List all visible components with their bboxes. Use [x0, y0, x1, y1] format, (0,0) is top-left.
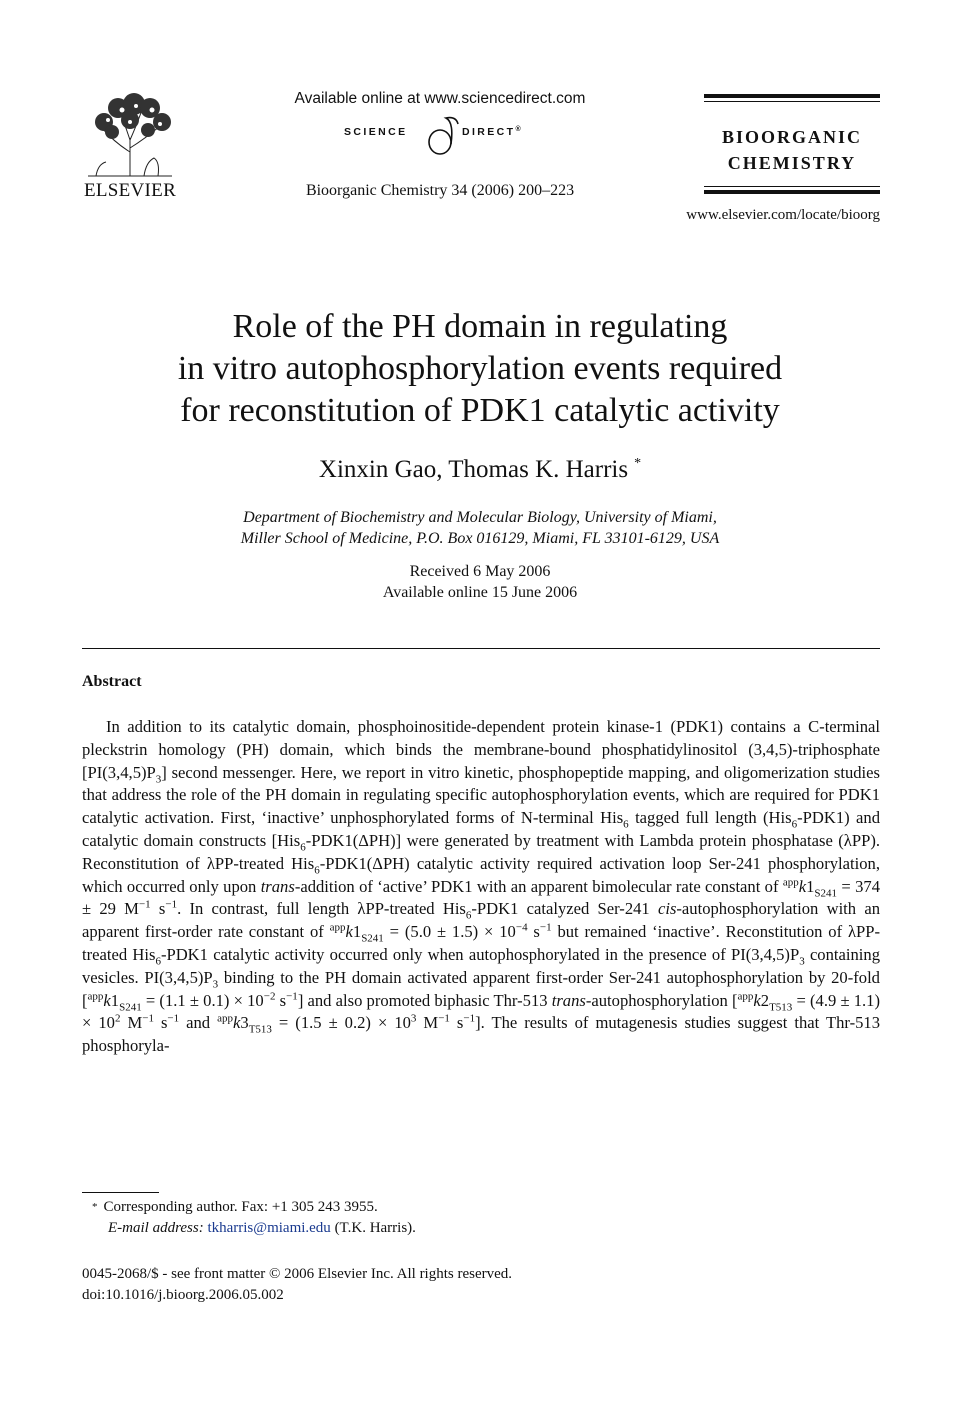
journal-rule: [704, 186, 880, 187]
journal-rule: [704, 190, 880, 194]
abstract-rule: [82, 648, 880, 649]
journal-reference: Bioorganic Chemistry 34 (2006) 200–223: [305, 182, 575, 199]
elsevier-tree-icon: [84, 92, 176, 178]
corresponding-author: * Corresponding author. Fax: +1 305 243 3955.: [92, 1199, 378, 1215]
journal-rule: [704, 94, 880, 98]
article-dates: [80, 561, 880, 603]
available-online-text: Available online at www.sciencedirect.com: [294, 90, 586, 107]
journal-name: BIOORGANIC CHEMISTRY: [721, 127, 862, 173]
publisher-name: ELSEVIER: [83, 180, 177, 201]
copyright-block: [82, 1264, 782, 1306]
abstract-heading: Abstract: [82, 673, 142, 690]
sciencedirect-d-icon: [424, 114, 462, 158]
received-date: Received 6 May 2006: [409, 563, 551, 580]
sciencedirect-right-text: DIRECT®: [462, 126, 521, 138]
issn-line: 0045-2068/$ - see front matter © 2006 Elsevier Inc. All rights reserved.: [82, 1266, 513, 1282]
sciencedirect-logo: [330, 114, 550, 158]
journal-url[interactable]: www.elsevier.com/locate/bioorg: [686, 207, 880, 223]
doi-line: doi:10.1016/j.bioorg.2006.05.002: [82, 1287, 284, 1303]
journal-rule: [704, 101, 880, 102]
article-title: Role of the PH domain in regulating in vitro autophosphorylation events required for reconstitution of PDK1 catalytic activity: [177, 308, 783, 429]
footnote: [92, 1197, 792, 1239]
sciencedirect-left-text: SCIENCE: [344, 126, 408, 138]
authors: Xinxin Gao, Thomas K. Harris *: [318, 456, 642, 483]
email-line: E-mail address: tkharris@miami.edu (T.K. Harris).: [108, 1220, 416, 1236]
footnote-rule: [82, 1192, 159, 1193]
email-link[interactable]: tkharris@miami.edu: [207, 1220, 331, 1236]
affiliation: Department of Biochemistry and Molecular Biology, University of Miami, Miller School of Medicine, P.O. Box 016129, Miami, FL 33101-6129, USA: [240, 509, 720, 547]
abstract-body: In addition to its catalytic domain, phosphoinositide-dependent protein kinase-1 (PDK1) contains a C-terminal pleckstrin homology (PH) domain, which binds the membrane-bound phosphatidylinositol (3,4,5)-triphosphate $[PI(3,4,5)P_3]$ second messenger. Here, we report in vitro kinetic, phosphopeptide mapping, and oligomerization studies that address the role of the PH domain in regulating specific autophosphorylation events, which are required for PDK1 catalytic activation. First, ‘inactive’ unphosphorylated forms of N-terminal His$_6$ tagged full length (His$_6$-PDK1) and catalytic domain constructs [His$_6$-PDK1(ΔPH)] were generated by treatment with Lambda protein phosphatase (λPP). Reconstitution of λPP-treated His$_6$-PDK1(ΔPH) catalytic activity required activation loop Ser-241 phosphorylation, which occurred only upon trans-addition of ‘active’ PDK1 with an apparent bimolecular rate constant of $^{app}k1_{S241} = 374 \pm 29$ $M^{-1}$ $s^{-1}$. In contrast, full length λPP-treated His$_6$-PDK1 catalyzed Ser-241 cis-autophosphorylation with an apparent first-order rate constant of $^{app}k1_{S241} = (5.0 \pm 1.5) \times 10^{-4}$ $s^{-1}$ but remained ‘inactive’. Reconstitution of λPP-treated His$_6$-PDK1 catalytic activity occurred only when autophosphorylated in the presence of $PI(3,4,5)P_3$ containing vesicles. $PI(3,4,5)P_3$ binding to the PH domain activated apparent first-order Ser-241 autophosphorylation by 20-fold [$^{app}k1_{S241} = (1.1 \pm 0.1) \times 10^{-2}$ $s^{-1}$] and also promoted biphasic Thr-513 trans-autophosphorylation [$^{app}k2_{T513} = (4.9 \pm 1.1) \times 10^2$ $M^{-1}$ $s^{-1}$ and $^{app}k3_{T513} = (1.5 \pm 0.2) \times 10^3$ $M^{-1}$ $s^{-1}$]. The results of mutagenesis studies suggest that Thr-513 phosphoryla-: [82, 717, 880, 1056]
available-date: Available online 15 June 2006: [382, 584, 578, 601]
elsevier-logo: [80, 92, 180, 204]
